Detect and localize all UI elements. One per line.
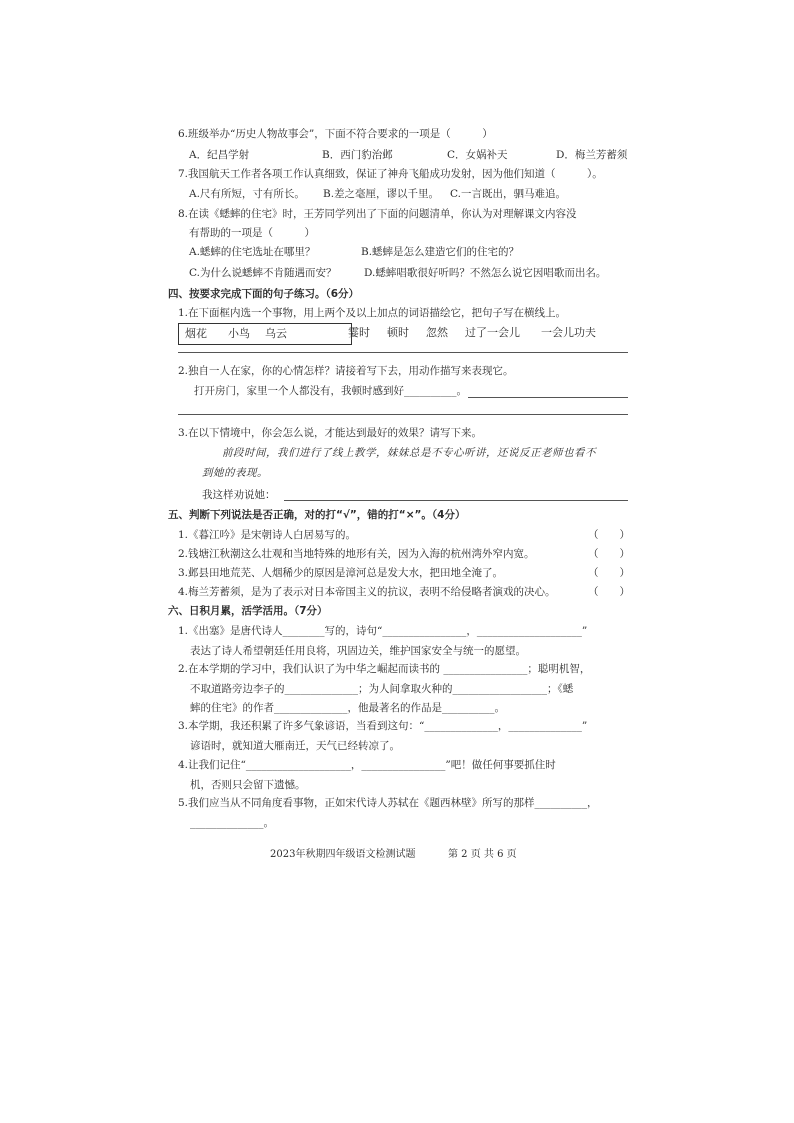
q6-option-a: A．纪昌学射 xyxy=(189,149,250,161)
q6-option-d: D．梅兰芳蓄须 xyxy=(556,149,628,161)
q8-option-b: B.蟋蟀是怎么建造它们的住宅的？ xyxy=(361,246,520,258)
s6-q4-line1: 4.让我们记住“____________________，________________”吧！做任何事要抓住时 xyxy=(178,759,556,771)
q8-option-a: A.蟋蟀的住宅选址在哪里？ xyxy=(189,246,316,258)
q7-stem: 7.我国航天工作者各项工作认真细致，保证了神舟飞船成功发射，因为他们知道（ ）。 xyxy=(178,168,603,180)
footer-exam-title: 2023年秋期四年级语文检测试题 xyxy=(270,849,416,860)
answer-line-q2a[interactable] xyxy=(468,397,628,398)
s4-q3-answer-label: 我这样劝说她： xyxy=(202,489,276,501)
s6-q1-line1: 1.《出塞》是唐代诗人________写的，诗句“________________，____________________” xyxy=(178,625,588,637)
s6-q2-line3: 蟀的住宅》的作者______________，他最著名的作品是__________。 xyxy=(190,702,505,714)
q8-stem-line2: 有帮助的一项是（ ） xyxy=(189,227,315,239)
dotted-words xyxy=(348,326,596,340)
word-4: 过了一会儿 xyxy=(465,326,520,339)
section-5-title: 五、判断下列说法是否正确，对的打“√”，错的打“×”。（4分） xyxy=(168,509,466,521)
s6-q3-line2: 谚语时，就知道大雁南迁，天气已经转凉了。 xyxy=(190,740,400,752)
q7-option-c: C.一言既出，驷马难追。 xyxy=(450,188,566,200)
s4-q3-context-line1: 前段时间，我们进行了线上教学，妹妹总是不专心听讲，还说反正老师也看不 xyxy=(222,447,596,459)
s4-q3-stem: 3.在以下情境中，你会怎么说，才能达到最好的效果？请写下来。 xyxy=(178,427,483,439)
s5-paren-1[interactable]: （ ） xyxy=(588,529,630,541)
answer-line-q3[interactable] xyxy=(284,500,628,501)
s6-q2-line2: 不取道路旁边李子的______________；为人间拿取火种的__________________；《蟋 xyxy=(190,683,574,695)
things-box xyxy=(178,323,352,345)
s6-q5-line2: ______________。 xyxy=(190,817,274,829)
s5-item-2: 2.钱塘江秋潮这么壮观和当地特殊的地形有关，因为入海的杭州湾外窄内宽。 xyxy=(178,548,535,560)
q8-option-c: C.为什么说蟋蟀不肯随遇而安？ xyxy=(189,267,337,279)
thing-bird: 小鸟 xyxy=(228,327,250,340)
word-1: 霎时 xyxy=(348,326,370,339)
s4-q3-context-line2: 到她的表现。 xyxy=(202,467,268,479)
q7-option-b: B.差之毫厘，谬以千里。 xyxy=(323,188,440,200)
thing-cloud: 乌云 xyxy=(265,327,287,340)
s5-item-3: 3.邺县田地荒芜、人烟稀少的原因是漳河总是发大水，把田地全淹了。 xyxy=(178,567,504,579)
answer-line-q1[interactable] xyxy=(178,352,628,353)
word-2: 顿时 xyxy=(387,326,409,339)
s5-paren-3[interactable]: （ ） xyxy=(588,567,630,579)
answer-line-q2b[interactable] xyxy=(178,414,628,415)
s4-q2-stem: 2.独自一人在家，你的心情怎样？请接着写下去，用动作描写来表现它。 xyxy=(178,365,514,377)
s6-q3-line1: 3.本学期，我还积累了许多气象谚语，当看到这句：“______________，______________” xyxy=(178,720,588,732)
thing-fireworks: 烟花 xyxy=(185,327,207,340)
s4-q2-lead: 打开房门，家里一个人都没有，我顿时感到好__________。 xyxy=(194,385,467,397)
s5-item-4: 4.梅兰芳蓄须，是为了表示对日本帝国主义的抗议，表明不给侵略者演戏的决心。 xyxy=(178,586,556,598)
s5-paren-2[interactable]: （ ） xyxy=(588,548,630,560)
q7-option-a: A.尺有所短，寸有所长。 xyxy=(189,188,305,200)
s6-q1-line2: 表达了诗人希望朝廷任用良将，巩固边关，维护国家安全与统一的愿望。 xyxy=(190,645,526,657)
s4-q1-stem: 1.在下面框内选一个事物，用上两个及以上加点的词语描绘它，把句子写在横线上。 xyxy=(178,307,567,319)
word-5: 一会儿功夫 xyxy=(541,326,596,339)
s5-paren-4[interactable]: （ ） xyxy=(588,586,630,598)
q6-option-c: C．女娲补天 xyxy=(447,149,508,161)
s5-item-1: 1.《暮江吟》是宋朝诗人白居易写的。 xyxy=(178,529,357,541)
section-6-title: 六、日积月累，活学活用。（7分） xyxy=(168,605,328,617)
q6-stem: 6.班级举办“历史人物故事会”，下面不符合要求的一项是（ ） xyxy=(178,128,493,140)
q6-option-b: B．西门豹治邺 xyxy=(322,149,393,161)
footer-page-number: 第 2 页 共 6 页 xyxy=(448,849,517,860)
section-4-title: 四、按要求完成下面的句子练习。（6分） xyxy=(168,288,360,300)
word-3: 忽然 xyxy=(426,326,448,339)
s6-q4-line2: 机，否则只会留下遗憾。 xyxy=(190,779,306,791)
s6-q2-line1: 2.在本学期的学习中，我们认识了为中华之崛起而读书的 ________________；聪明机智， xyxy=(178,663,591,675)
q8-stem-line1: 8.在读《蟋蟀的住宅》时，王芳同学列出了下面的问题清单，你认为对理解课文内容没 xyxy=(178,208,577,220)
s6-q5-line1: 5.我们应当从不同角度看事物，正如宋代诗人苏轼在《题西林壁》所写的那样__________， xyxy=(178,797,598,809)
q8-option-d: D.蟋蟀唱歌很好听吗？不然怎么说它因唱歌而出名。 xyxy=(364,267,607,279)
